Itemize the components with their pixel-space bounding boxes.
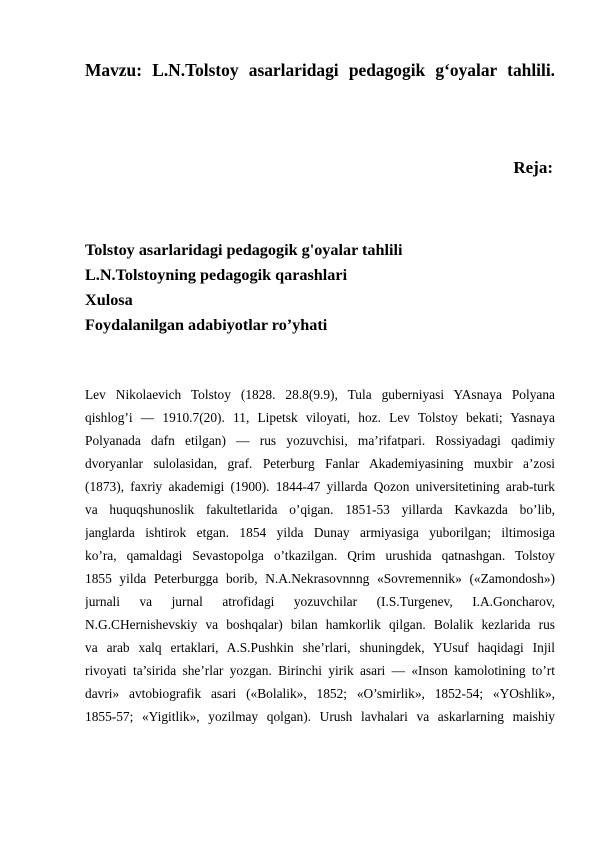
paragraph-line: va huquqshunoslik fakultetlarida o’qigan. 1851-53 yillarda Kavkazda bo’lib, [85, 502, 555, 517]
paragraph-line: dvoryanlar sulolasidan, graf. Peterburg Fanlar Akademiyasining muxbir a’zosi [85, 456, 555, 471]
plan-item: Foydalanilgan adabiyotlar ro’yhati [85, 316, 328, 334]
body-paragraph [85, 383, 555, 728]
plan-heading: Reja: [513, 158, 553, 177]
paragraph-line: qishlog’i — 1910.7(20). 11, Lipetsk viloyati, hoz. Lev Tolstoy bekati; Yasnaya [85, 410, 555, 425]
paragraph-line: va arab xalq ertaklari, A.S.Pushkin she’rlari, shuningdek, YUsuf haqidagi Injil [85, 640, 555, 655]
plan-item: L.N.Tolstoyning pedagogik qarashlari [85, 266, 348, 284]
paragraph-line: 1855 yilda Peterburgga borib, N.A.Nekrasovnnng «Sovremennik» («Zamondosh») [85, 571, 555, 586]
paragraph-line: (1873), faxriy akademigi (1900). 1844-47 yillarda Qozon universitetining arab-turk [85, 479, 555, 494]
paragraph-line: Lev Nikolaevich Tolstoy (1828. 28.8(9.9), Tula guberniyasi YAsnaya Polyana [85, 387, 555, 402]
paragraph-line: Polyanada dafn etilgan) — rus yozuvchisi, ma’rifatpari. Rossiyadagi qadimiy [85, 433, 555, 448]
paragraph-line: N.G.CHernishevskiy va boshqalar) bilan hamkorlik qilgan. Bolalik kezlarida rus [85, 617, 555, 632]
plan-item: Xulosa [85, 291, 133, 309]
plan-list [85, 238, 403, 338]
paragraph-line: janglarda ishtirok etgan. 1854 yilda Dunay armiyasiga yuborilgan; iltimosiga [85, 525, 555, 540]
paragraph-line: davri» avtobiografik asari («Bolalik», 1852; «O’smirlik», 1852-54; «YOshlik», [85, 686, 555, 701]
paragraph-line: 1855-57; «Yigitlik», yozilmay qolgan). Urush lavhalari va askarlarning maishiy [85, 709, 555, 724]
paragraph-line: rivoyati ta’sirida she’rlar yozgan. Birinchi yirik asari — «Inson kamolotining to’rt [85, 663, 555, 678]
plan-item: Tolstoy asarlaridagi pedagogik g'oyalar tahlili [85, 241, 403, 259]
paragraph-line: ko’ra, qamaldagi Sevastopolga o’tkazilgan. Qrim urushida qatnashgan. Tolstoy [85, 548, 555, 563]
document-title: Mavzu: L.N.Tolstoy asarlaridagi pedagogik g‘oyalar tahlili. [85, 60, 555, 80]
paragraph-line: jurnali va jurnal atrofidagi yozuvchilar (I.S.Turgenev, I.A.Goncharov, [85, 594, 555, 609]
